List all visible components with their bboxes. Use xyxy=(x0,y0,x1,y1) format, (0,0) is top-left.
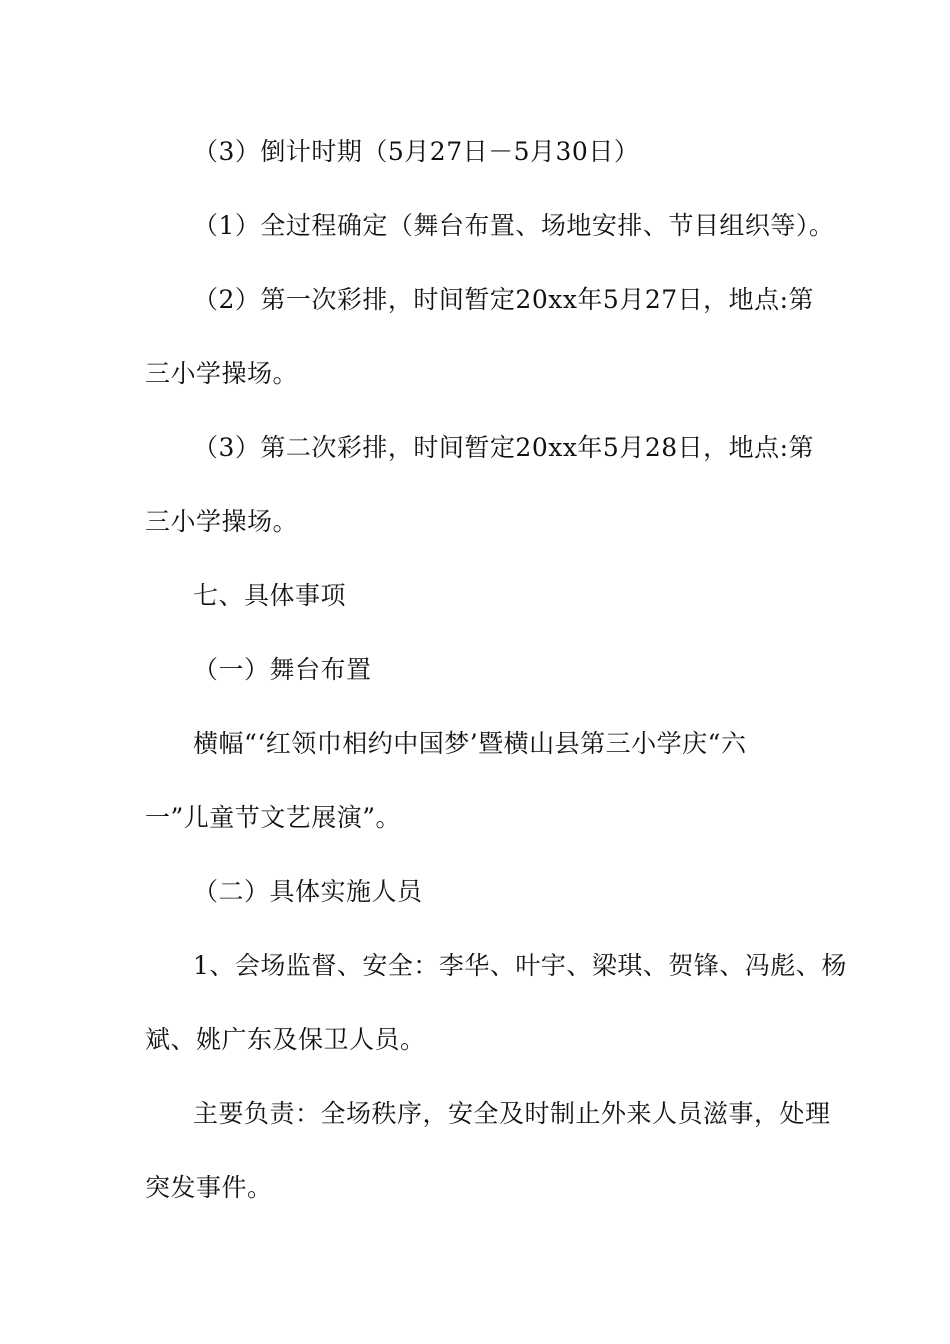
paragraph-venue-security: 1、会场监督、安全：李华、叶宇、梁琪、贺锋、冯彪、杨 xyxy=(193,951,847,980)
paragraph-main-duty: 主要负责：全场秩序，安全及时制止外来人员滋事，处理 xyxy=(193,1099,831,1128)
paragraph-main-duty-cont: 突发事件。 xyxy=(145,1173,273,1202)
paragraph-countdown-period: （3）倒计时期（5月27日－5月30日） xyxy=(193,137,640,166)
paragraph-banner-cont: 一”儿童节文艺展演”。 xyxy=(145,803,402,832)
subsection-heading-stage-layout: （一）舞台布置 xyxy=(193,655,372,684)
paragraph-full-process: （1）全过程确定（舞台布置、场地安排、节目组织等）。 xyxy=(193,211,835,240)
paragraph-second-rehearsal: （3）第二次彩排，时间暂定20xx年5月28日，地点:第 xyxy=(193,433,815,462)
paragraph-first-rehearsal-cont: 三小学操场。 xyxy=(145,359,299,388)
paragraph-banner: 横幅“‘红领巾相约中国梦’暨横山县第三小学庆“六 xyxy=(193,729,747,758)
paragraph-venue-security-cont: 斌、姚广东及保卫人员。 xyxy=(145,1025,426,1054)
paragraph-first-rehearsal: （2）第一次彩排，时间暂定20xx年5月27日，地点:第 xyxy=(193,285,815,314)
subsection-heading-staff: （二）具体实施人员 xyxy=(193,877,423,906)
paragraph-second-rehearsal-cont: 三小学操场。 xyxy=(145,507,299,536)
section-heading-specific-items: 七、具体事项 xyxy=(193,581,347,610)
